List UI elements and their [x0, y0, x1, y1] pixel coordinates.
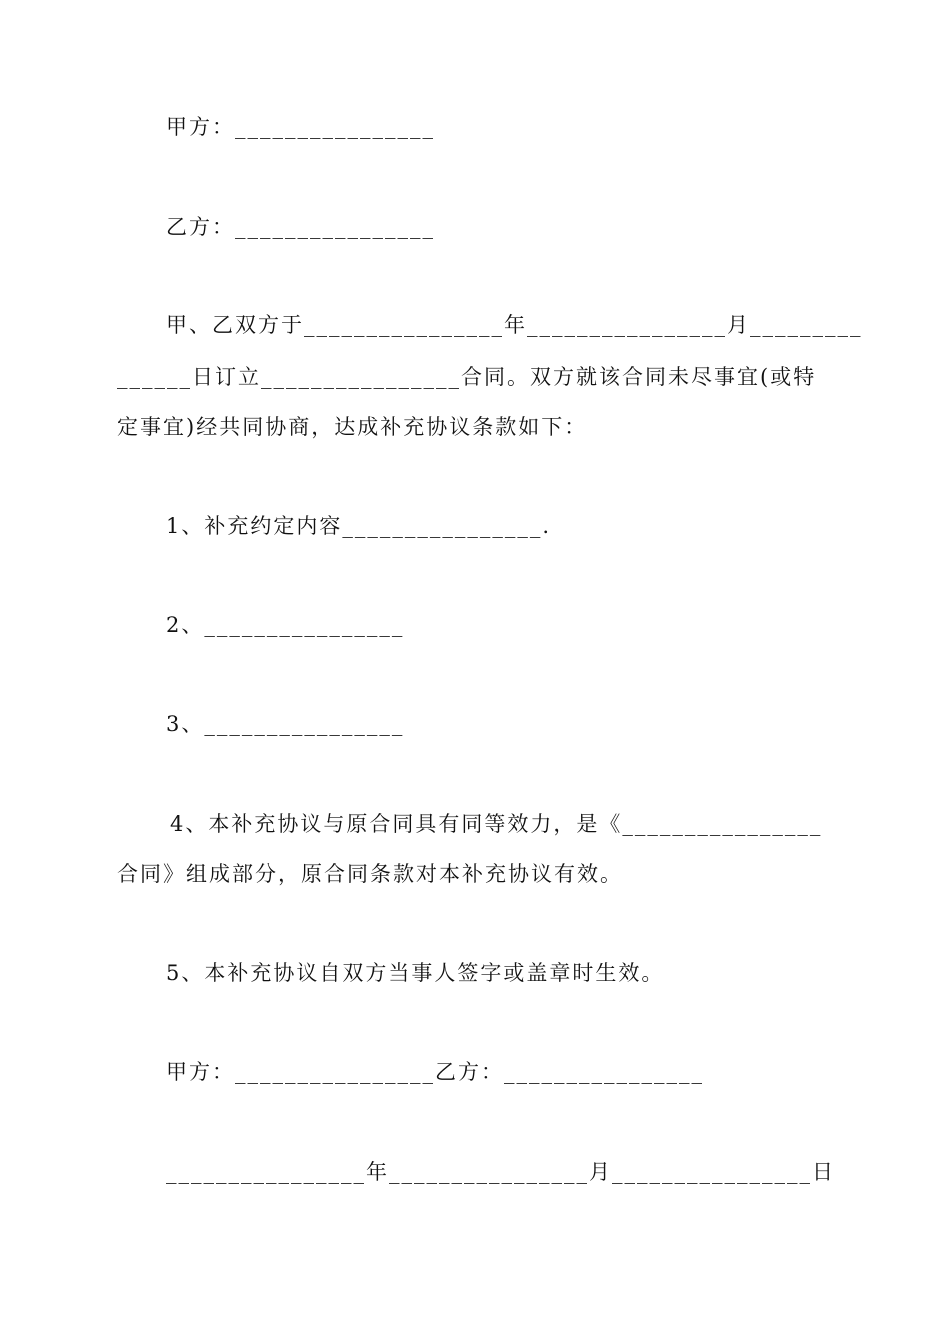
intro-line-1: 甲、乙双方于________________年________________月_________ — [166, 313, 863, 337]
clause-5: 5、本补充协议自双方当事人签字或盖章时生效。 — [166, 961, 665, 985]
clause-1: 1、补充约定内容________________. — [166, 514, 552, 538]
clause-3: 3、________________ — [166, 712, 405, 736]
party-b-line: 乙方：________________ — [166, 215, 435, 239]
intro-line-3: 定事宜)经共同协商，达成补充协议条款如下： — [117, 415, 588, 439]
clause-4-line-2: 合同》组成部分，原合同条款对本补充协议有效。 — [117, 862, 623, 886]
signature-line: 甲方：________________乙方：________________ — [166, 1060, 704, 1084]
party-a-line: 甲方：________________ — [166, 115, 435, 139]
date-line: ________________年________________月________________日 — [166, 1160, 835, 1184]
clause-2: 2、________________ — [166, 613, 405, 637]
intro-line-2: ______日订立________________合同。双方就该合同未尽事宜(或特 — [117, 365, 817, 389]
clause-4-line-1: 4、本补充协议与原合同具有同等效力，是《________________ — [170, 812, 823, 836]
